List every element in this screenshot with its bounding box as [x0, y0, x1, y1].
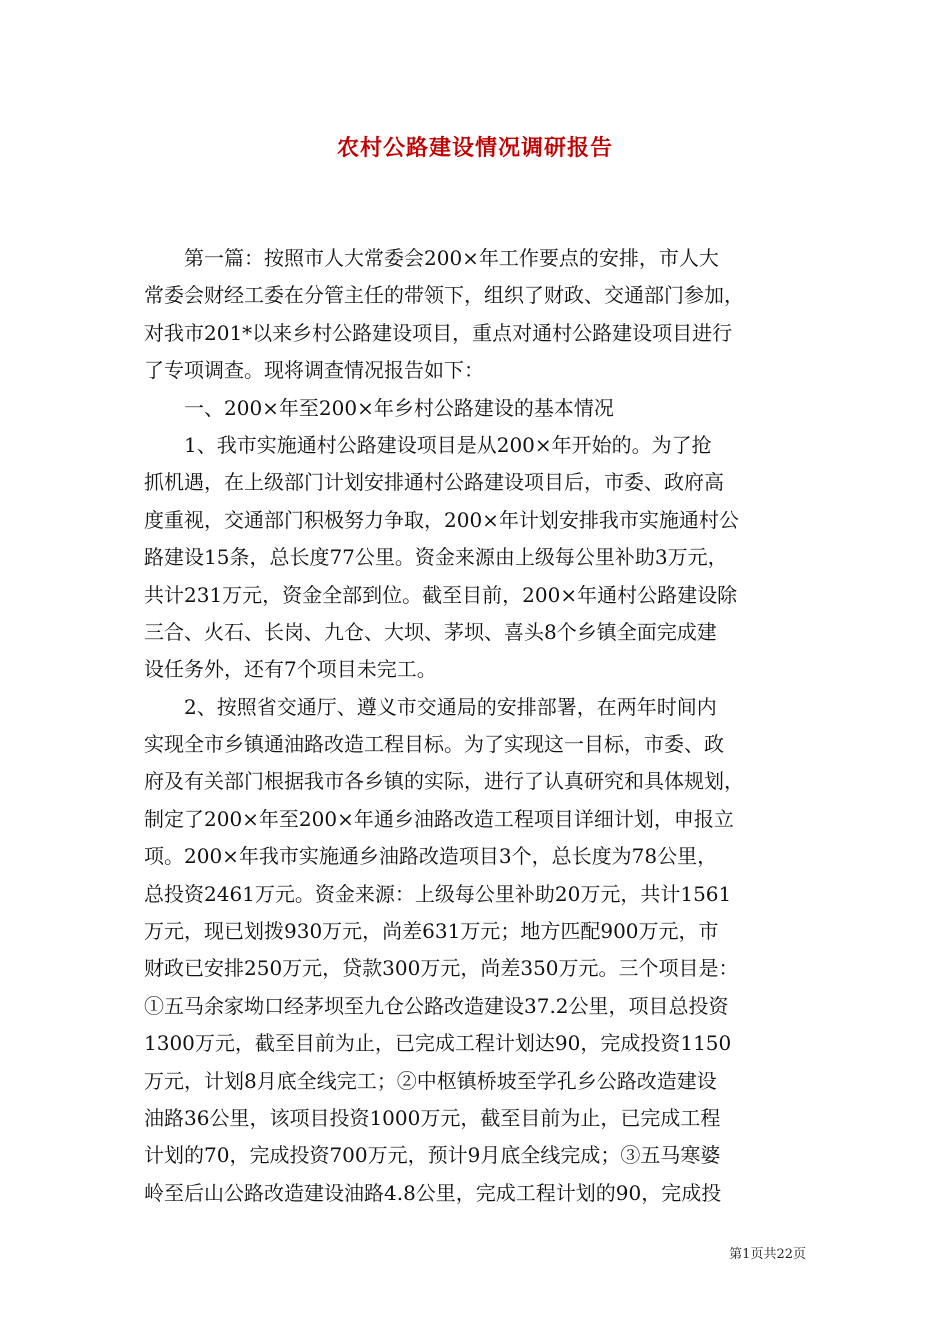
- body-text-line: 实现全市乡镇通油路改造工程目标。为了实现这一目标，市委、政: [144, 732, 724, 757]
- body-text-line: 共计231万元，资金全部到位。截至目前，200×年通村公路建设除: [144, 582, 738, 607]
- body-text-line: 油路36公里，该项目投资1000万元，截至目前为止，已完成工程: [144, 1105, 721, 1130]
- body-text-line: 对我市201*以来乡村公路建设项目，重点对通村公路建设项目进行: [144, 320, 733, 345]
- body-text-line: 一、200×年至200×年乡村公路建设的基本情况: [144, 395, 614, 420]
- body-text-line: 了专项调查。现将调查情况报告如下：: [144, 358, 484, 383]
- document-body: [144, 240, 810, 1212]
- body-text-line: 计划的70，完成投资700万元，预计9月底全线完成；③五马寒婆: [144, 1143, 721, 1168]
- body-text-line: 三合、火石、长岗、九仓、大坝、茅坝、喜头8个乡镇全面完成建: [144, 619, 717, 644]
- body-text-line: 万元，计划8月底全线完工；②中枢镇桥坡至学孔乡公路改造建设: [144, 1068, 717, 1093]
- body-text-line: 府及有关部门根据我市各乡镇的实际，进行了认真研究和具体规划，: [144, 769, 744, 794]
- body-text-line: 万元，现已划拨930万元，尚差631万元；地方匹配900万元，市: [144, 919, 719, 944]
- body-text-line: 1300万元，截至目前为止，已完成工程计划达90，完成投资1150: [144, 1031, 732, 1056]
- body-text-line: 2、按照省交通厅、遵义市交通局的安排部署，在两年时间内: [144, 694, 717, 719]
- page-number: 第1页共22页: [729, 1247, 806, 1262]
- body-text-line: 设任务外，还有7个项目未完工。: [144, 657, 437, 682]
- body-text-line: 路建设15条，总长度77公里。资金来源由上级每公里补助3万元，: [144, 545, 728, 570]
- body-text-line: 第一篇：按照市人大常委会200×年工作要点的安排，市人大: [144, 246, 719, 270]
- body-text-line: 岭至后山公路改造建设油路4.8公里，完成工程计划的90，完成投: [144, 1180, 722, 1205]
- body-text-line: 度重视，交通部门积极努力争取，200×年计划安排我市实施通村公: [144, 507, 739, 532]
- body-text-line: 总投资2461万元。资金来源：上级每公里补助20万元，共计1561: [144, 881, 732, 906]
- body-text-line: ①五马余家坳口经茅坝至九仓公路改造建设37.2公里，项目总投资: [144, 993, 729, 1018]
- body-text-line: 1、我市实施通村公路建设项目是从200×年开始的。为了抢: [144, 432, 712, 457]
- body-text-line: 财政已安排250万元，贷款300万元，尚差350万元。三个项目是：: [144, 956, 739, 981]
- body-text-line: 抓机遇，在上级部门计划安排通村公路建设项目后，市委、政府高: [144, 470, 724, 495]
- document-title: 农村公路建设情况调研报告: [336, 135, 613, 161]
- body-text-line: 常委会财经工委在分管主任的带领下，组织了财政、交通部门参加，: [144, 283, 744, 308]
- body-text-line: 项。200×年我市实施通乡油路改造项目3个，总长度为78公里，: [144, 844, 718, 869]
- body-text-line: 制定了200×年至200×年通乡油路改造工程项目详细计划，申报立: [144, 806, 734, 831]
